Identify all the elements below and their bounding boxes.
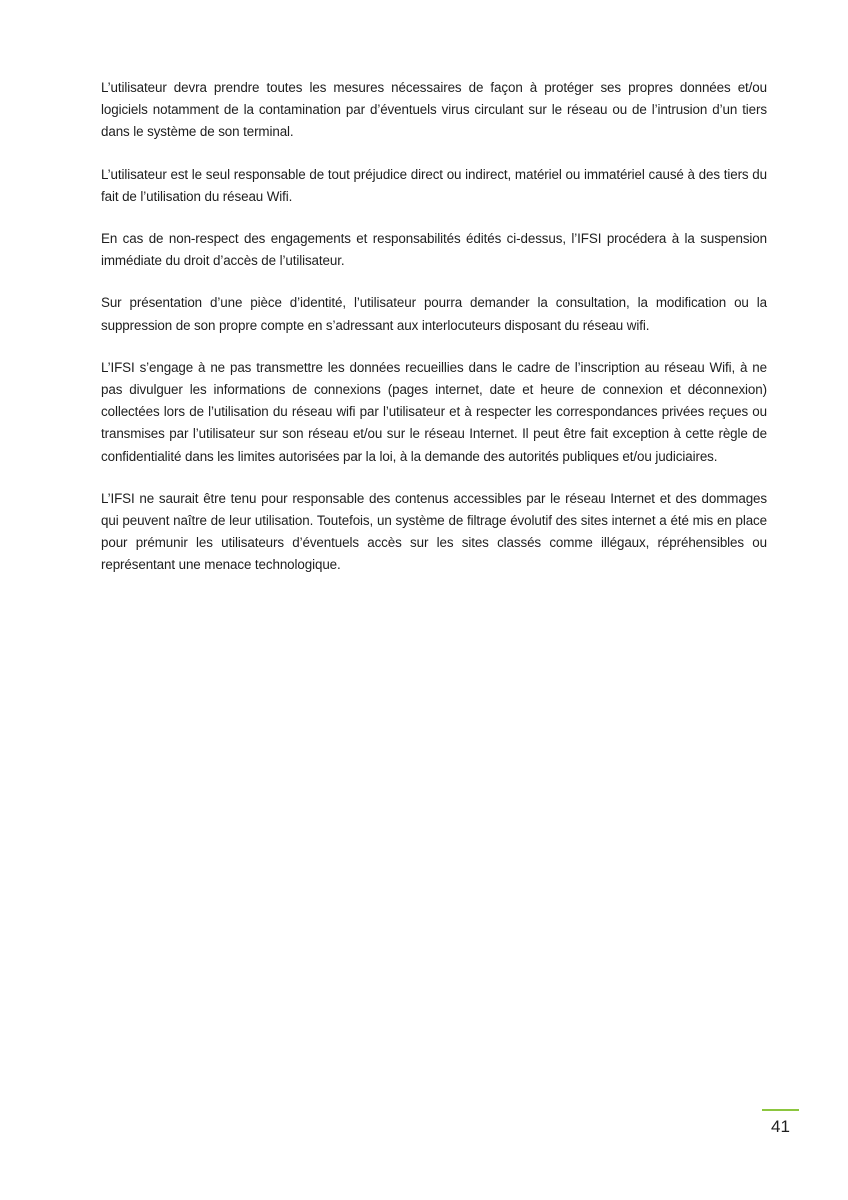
paragraph-account-rights: Sur présentation d’une pièce d’identité, l’utilisateur pourra demander la consultation, la modification ou la suppression de son propre compte en s’adressant aux interlocuteurs disposant du réseau wifi.	[101, 295, 767, 333]
paragraph-user-data-protection: L’utilisateur devra prendre toutes les mesures nécessaires de façon à protéger ses propres données et/ou logiciels notamment de la contamination par d’éventuels virus circulant sur le réseau ou de l’intrusion d’un tiers dans le système de son terminal.	[101, 80, 767, 140]
footer-rule	[762, 1109, 799, 1111]
paragraph-data-confidentiality: L’IFSI s’engage à ne pas transmettre les données recueillies dans le cadre de l’inscription au réseau Wifi, à ne pas divulguer les informations de connexions (pages internet, date et heure de connexion et déconnexion) collectées lors de l’utilisation du réseau wifi par l’utilisateur et à respecter les correspondances privées reçues ou transmises par l’utilisateur sur son réseau et/ou sur le réseau Internet. Il peut être fait exception à cette règle de confidentialité dans les limites autorisées par la loi, à la demande des autorités publiques et/ou judiciaires.	[101, 359, 767, 464]
paragraph-user-liability: L’utilisateur est le seul responsable de tout préjudice direct ou indirect, matériel ou immatériel causé à des tiers du fait de l’utilisation du réseau Wifi.	[101, 166, 767, 204]
paragraph-content-filtering: L’IFSI ne saurait être tenu pour responsable des contenus accessibles par le réseau Internet et des dommages qui peuvent naître de leur utilisation. Toutefois, un système de filtrage évolutif des sites internet a été mis en place pour prémunir les utilisateurs d’éventuels accès sur les sites classés comme illégaux, répréhensibles ou représentant une menace technologique.	[101, 490, 767, 573]
page-number: 41	[771, 1117, 790, 1136]
paragraph-access-suspension: En cas de non-respect des engagements et responsabilités édités ci-dessus, l’IFSI procédera à la suspension immédiate du droit d’accès de l’utilisateur.	[101, 231, 767, 269]
body-text	[101, 77, 767, 597]
